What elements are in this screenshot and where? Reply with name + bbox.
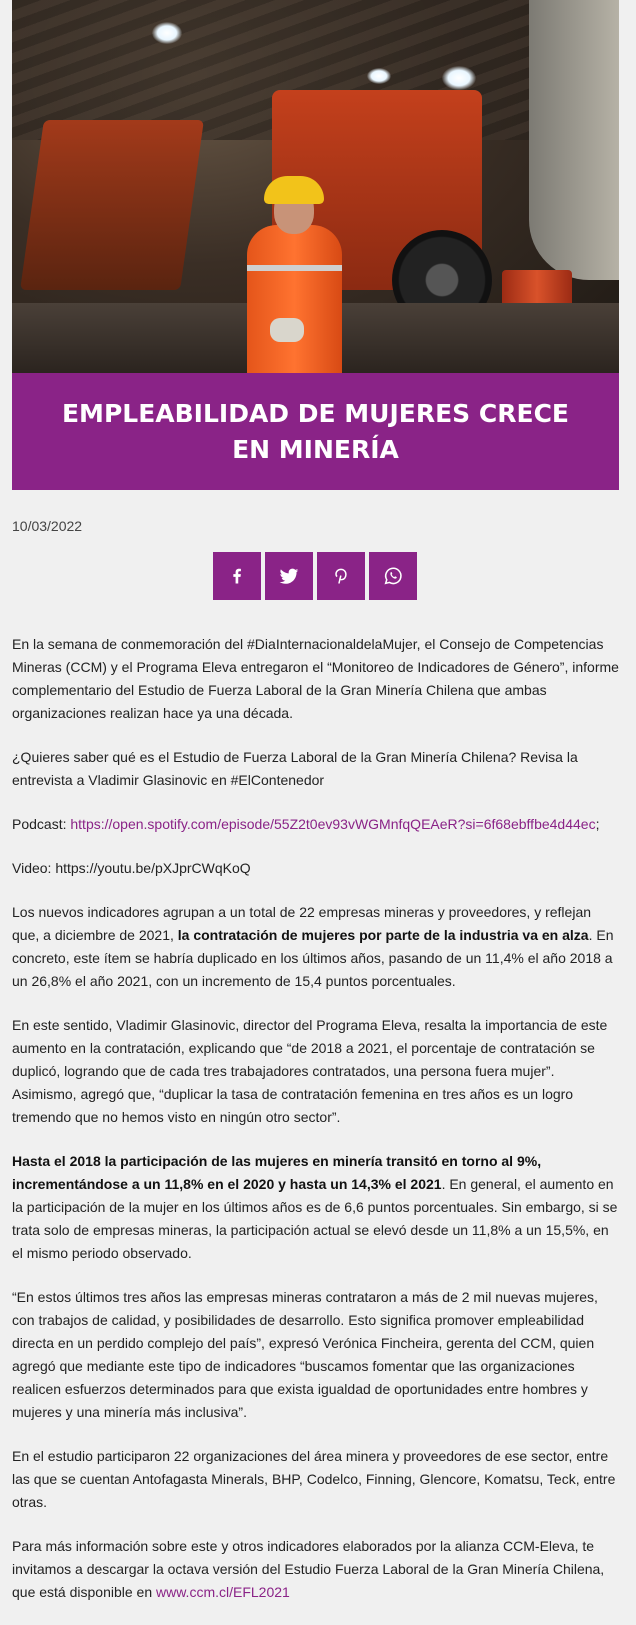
efl-link[interactable]: www.ccm.cl/EFL2021 [156,1584,290,1600]
twitter-share-button[interactable] [265,552,313,600]
text-segment: Para más información sobre este y otros indicadores elaborados por la alianza CCM-Eleva, te invitamos a descargar la octava versión del Estudio Fuerza Laboral de la Gran Minería Chilena, que está disponible en [12,1538,605,1600]
rock-wall [529,0,619,280]
podcast-link[interactable]: https://open.spotify.com/episode/55Z2t0ev93vWGMnfqQEAeR?si=6f68ebffbe4d44ec [70,816,596,832]
podcast-label: Podcast: [12,816,71,832]
ceiling-lamp [367,68,391,84]
paragraph [12,1150,622,1265]
text-segment: Los nuevos indicadores agrupan a un total de 22 empresas mineras y proveedores, y reflejan que, a diciembre de 2021, [12,904,592,943]
title-band [12,373,619,490]
share-buttons [213,552,417,600]
video-paragraph: Video: https://youtu.be/pXJprCWqKoQ [12,860,251,876]
ceiling-lamp [442,66,476,90]
pinterest-icon [331,566,351,586]
bold-text: Hasta el 2018 la participación de las mujeres en minería transitó en torno al 9%, incrementándose a un 11,8% en el 2020 y hasta un 14,3% el 2021 [12,1153,542,1192]
ceiling-lamp [152,22,182,44]
article-body [12,633,622,1625]
reflective-stripe [247,265,342,271]
article-date: 10/03/2022 [12,518,83,534]
paragraph: ¿Quieres saber qué es el Estudio de Fuerza Laboral de la Gran Minería Chilena? Revisa la entrevista a Vladimir Glasinovic en #ElContenedor [12,749,578,788]
work-glove [270,318,304,342]
hero-image [12,0,619,373]
article-title: EMPLEABILIDAD DE MUJERES CRECE EN MINERÍA [61,398,569,464]
twitter-icon [278,565,300,587]
facebook-icon [227,566,247,586]
podcast-paragraph [12,813,622,836]
paragraph: En la semana de conmemoración del #DiaInternacionaldelaMujer, el Consejo de Competencias Mineras (CCM) y el Programa Eleva entregaron el “Monitoreo de Indicadores de Género”, informe complementario del Estudio de Fuerza Laboral de la Gran Minería Chilena que ambas organizaciones realizan hace ya una década. [12,636,619,721]
pinterest-share-button[interactable] [317,552,365,600]
text-segment: . En general, el aumento en la participación de la mujer en los últimos años es de 6,6 puntos porcentuales. Sin embargo, si se trata solo de empresas mineras, la participación actual se elevó desde un 11,8% a un 15,5%, en el mismo periodo observado. [12,1176,618,1261]
whatsapp-icon [382,565,404,587]
text-segment: . En concreto, este ítem se habría duplicado en los últimos años, pasando de un 11,4% el año 2018 a un 26,8% el año 2021, con un incremento de 15,4 puntos porcentuales. [12,927,614,989]
paragraph [12,1535,622,1604]
hard-hat [264,176,324,204]
paragraph [12,901,622,993]
bold-text: la contratación de mujeres por parte de la industria va en alza [177,927,589,943]
drill-machine [20,120,204,290]
paragraph: “En estos últimos tres años las empresas mineras contrataron a más de 2 mil nuevas mujeres, con trabajos de calidad, y posibilidades de desarrollo. Esto significa promover empleabilidad directa en un perdido complejo del país”, expresó Verónica Fincheira, gerenta del CCM, quien agregó que mediante este tipo de indicadores “buscamos fomentar que las organizaciones realicen esfuerzos determinados para que exista igualdad de oportunidades entre hombres y mujeres y una minería más inclusiva”. [12,1289,598,1420]
paragraph: En el estudio participaron 22 organizaciones del área minera y proveedores de ese sector, entre las que se cuentan Antofagasta Minerals, BHP, Codelco, Finning, Glencore, Komatsu, Teck, entre otras. [12,1448,616,1510]
worker-coverall [247,225,342,373]
facebook-share-button[interactable] [213,552,261,600]
whatsapp-share-button[interactable] [369,552,417,600]
podcast-suffix: ; [595,816,600,832]
paragraph: En este sentido, Vladimir Glasinovic, director del Programa Eleva, resalta la importancia de este aumento en la contratación, explicando que “de 2018 a 2021, el porcentaje de contratación se duplicó, logrando que de cada tres trabajadores contratados, una persona fuera mujer”. Asimismo, agregó que, “duplicar la tasa de contratación femenina en tres años es un logro tremendo que no hemos visto en ningún otro sector”. [12,1017,608,1125]
